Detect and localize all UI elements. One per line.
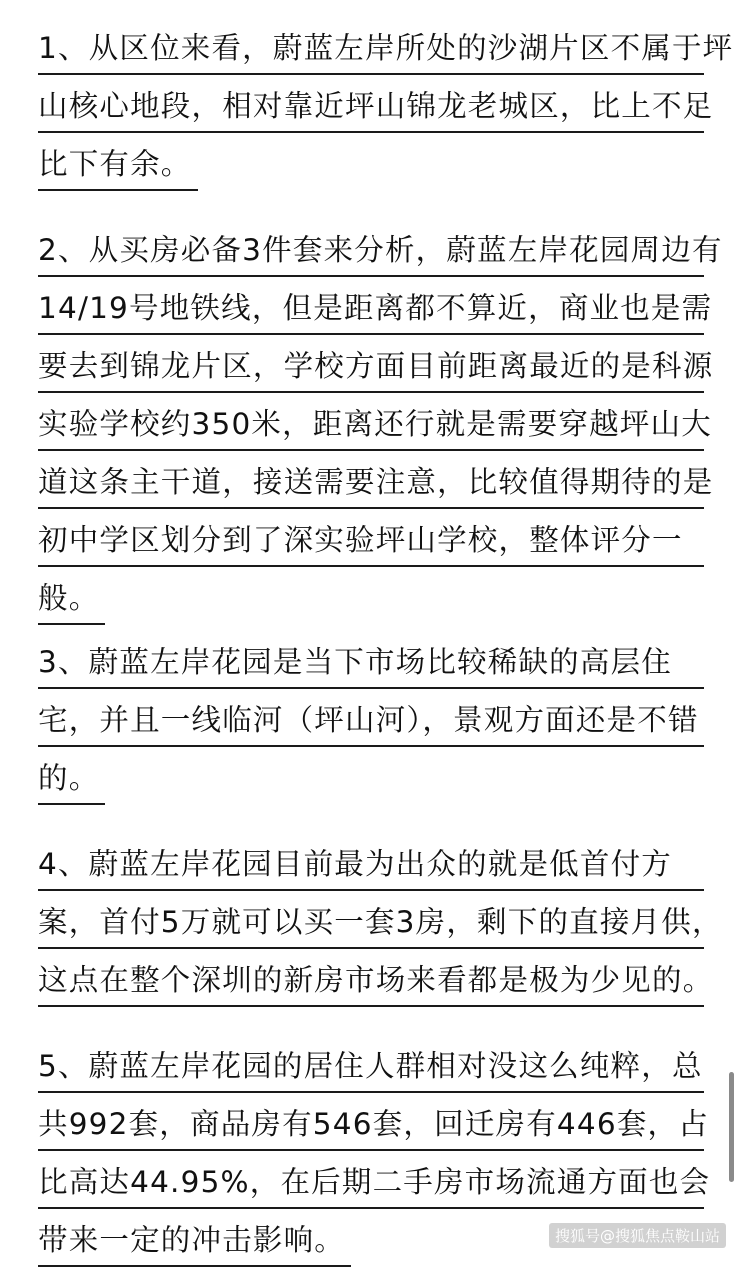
text-line: 4、蔚蓝左岸花园目前最为出众的就是低首付方 xyxy=(38,838,706,896)
paragraph-2 xyxy=(38,224,723,630)
paragraph-1 xyxy=(38,22,734,196)
text-line: 2、从买房必备3件套来分析，蔚蓝左岸花园周边有 xyxy=(38,224,706,282)
paragraph-3 xyxy=(38,636,706,810)
text-line: 山核心地段，相对靠近坪山锦龙老城区，比上不足 xyxy=(38,80,706,138)
text-line: 案，首付5万就可以买一套3房，剩下的直接月供， xyxy=(38,896,706,954)
text-line: 3、蔚蓝左岸花园是当下市场比较稀缺的高层住 xyxy=(38,636,706,694)
text-line: 比下有余。 xyxy=(38,138,706,196)
text-line: 要去到锦龙片区，学校方面目前距离最近的是科源 xyxy=(38,340,706,398)
text-line: 初中学区划分到了深实验坪山学校，整体评分一 xyxy=(38,514,706,572)
text-line: 带来一定的冲击影响。 xyxy=(38,1214,706,1272)
text-line: 14/19号地铁线，但是距离都不算近，商业也是需 xyxy=(38,282,706,340)
text-line: 的。 xyxy=(38,752,706,810)
text-line: 般。 xyxy=(38,572,706,630)
text-line: 5、蔚蓝左岸花园的居住人群相对没这么纯粹，总 xyxy=(38,1040,706,1098)
text-line: 实验学校约350米，距离还行就是需要穿越坪山大 xyxy=(38,398,706,456)
text-line: 共992套，商品房有546套，回迁房有446套，占 xyxy=(38,1098,706,1156)
text-line: 道这条主干道，接送需要注意，比较值得期待的是 xyxy=(38,456,706,514)
text-line: 宅，并且一线临河（坪山河），景观方面还是不错 xyxy=(38,694,706,752)
text-line: 比高达44.95%，在后期二手房市场流通方面也会 xyxy=(38,1156,706,1214)
scrollbar-thumb[interactable] xyxy=(729,1072,734,1182)
watermark: 搜狐号@搜狐焦点鞍山站 xyxy=(549,1223,726,1248)
text-line: 1、从区位来看，蔚蓝左岸所处的沙湖片区不属于坪 xyxy=(38,22,706,80)
text-line: 这点在整个深圳的新房市场来看都是极为少见的。 xyxy=(38,954,706,1012)
paragraph-4 xyxy=(38,838,723,1012)
